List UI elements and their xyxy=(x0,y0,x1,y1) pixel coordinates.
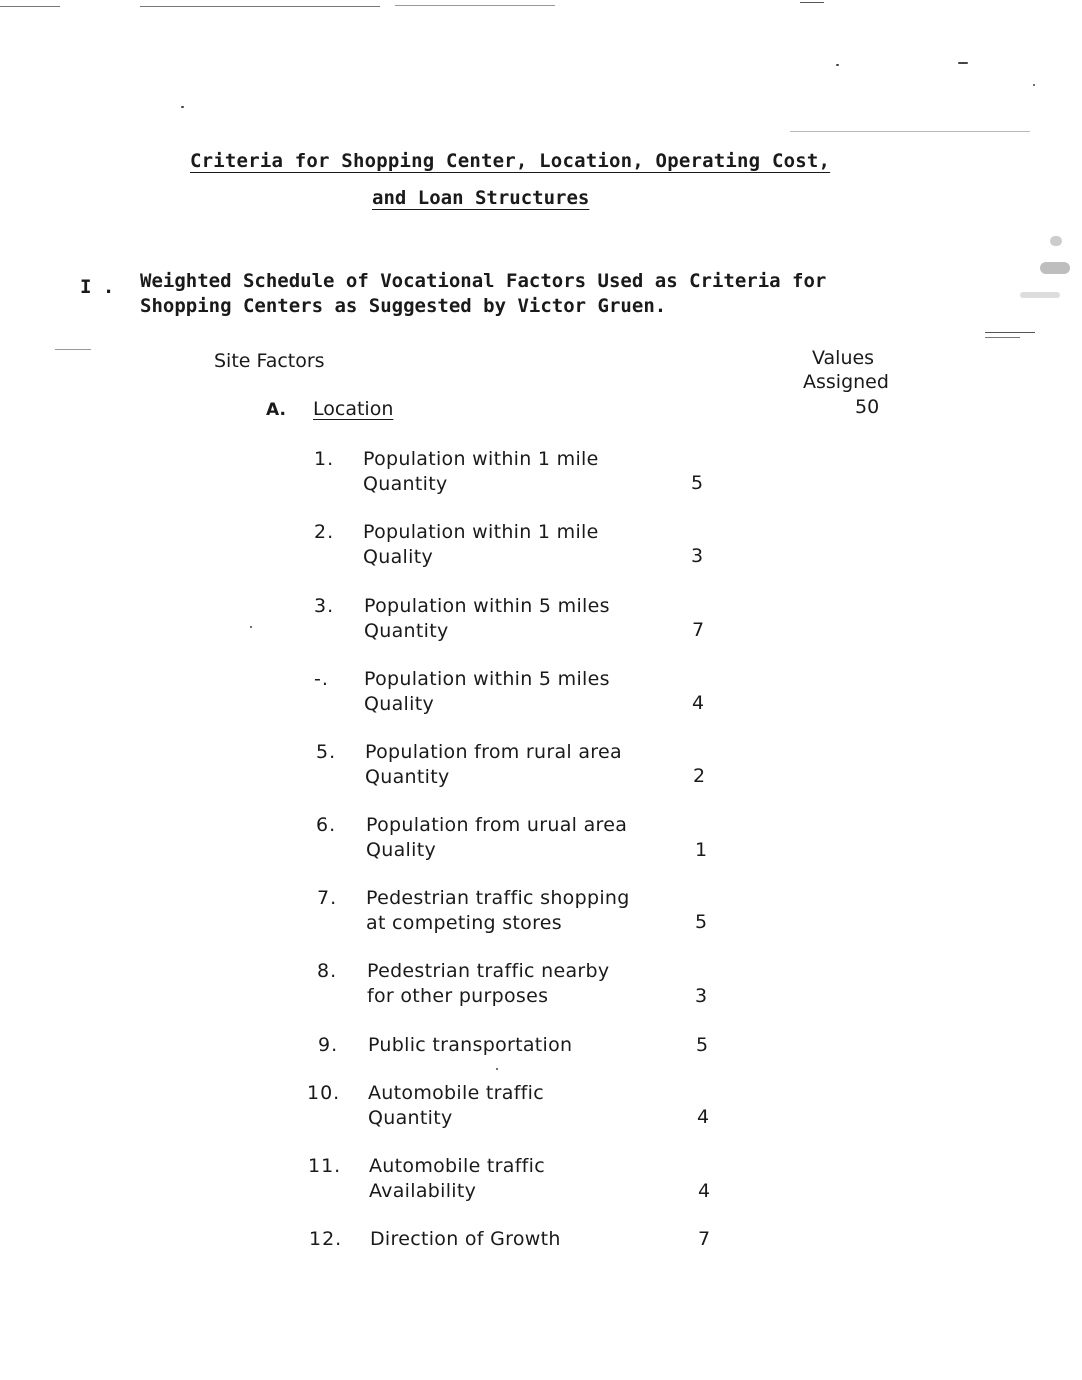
item-label-line1: Automobile traffic xyxy=(369,1155,546,1177)
item-value: 4 xyxy=(697,1106,710,1128)
item-label-line2: at competing stores xyxy=(366,912,562,934)
category-label: Location xyxy=(313,398,394,420)
item-number: 6. xyxy=(316,814,337,836)
section-heading-line1: Weighted Schedule of Vocational Factors Used as Criteria for xyxy=(140,270,827,292)
list-item xyxy=(0,1228,1082,1288)
item-label-line2: Availability xyxy=(369,1180,477,1202)
item-label-line2: Quantity xyxy=(365,766,450,788)
list-item xyxy=(0,814,1082,874)
item-label-line2: Quality xyxy=(364,693,434,715)
item-label-line1: Automobile traffic xyxy=(368,1082,545,1104)
item-label-line1: Population within 1 mile xyxy=(363,448,599,470)
list-item xyxy=(0,1155,1082,1215)
category-letter: A. xyxy=(266,400,286,420)
list-item xyxy=(0,448,1082,508)
item-label-line1: Population within 1 mile xyxy=(363,521,599,543)
item-label-line2: Quantity xyxy=(368,1107,453,1129)
item-number: 10. xyxy=(307,1082,341,1104)
item-label-line2: Quantity xyxy=(364,620,449,642)
list-item xyxy=(0,741,1082,801)
list-item xyxy=(0,960,1082,1020)
item-label-line1: Population within 5 miles xyxy=(364,668,610,690)
item-number: 2. xyxy=(314,521,335,543)
item-value: 5 xyxy=(696,1034,709,1056)
item-number: 9. xyxy=(318,1034,339,1056)
list-item xyxy=(0,887,1082,947)
item-label-line2: Quality xyxy=(366,839,436,861)
list-item xyxy=(0,1082,1082,1142)
document-title-line1: Criteria for Shopping Center, Location, Operating Cost, xyxy=(190,150,831,172)
item-number: -. xyxy=(314,668,329,690)
item-number: 1. xyxy=(314,448,335,470)
section-heading-line2: Shopping Centers as Suggested by Victor Gruen. xyxy=(140,295,667,317)
item-value: 5 xyxy=(691,472,704,494)
item-label-line2: Quality xyxy=(363,546,433,568)
item-label-line2: for other purposes xyxy=(367,985,549,1007)
item-value: 4 xyxy=(692,692,705,714)
values-header-line1: Values xyxy=(812,347,875,369)
section-number: I . xyxy=(80,276,115,298)
item-value: 5 xyxy=(695,911,708,933)
list-item xyxy=(0,521,1082,581)
list-item xyxy=(0,595,1082,655)
item-value: 2 xyxy=(693,765,706,787)
item-value: 1 xyxy=(695,839,708,861)
item-number: 7. xyxy=(317,887,338,909)
item-label-line1: Pedestrian traffic shopping xyxy=(366,887,630,909)
item-label-line1: Direction of Growth xyxy=(370,1228,561,1250)
item-value: 4 xyxy=(698,1180,711,1202)
values-header-line2: Assigned xyxy=(803,371,889,393)
item-value: 7 xyxy=(698,1228,711,1250)
item-label-line1: Public transportation xyxy=(368,1034,573,1056)
item-label-line1: Pedestrian traffic nearby xyxy=(367,960,610,982)
category-total-value: 50 xyxy=(855,396,880,418)
item-value: 3 xyxy=(691,545,704,567)
list-item xyxy=(0,668,1082,728)
item-label-line1: Population from rural area xyxy=(365,741,622,763)
item-number: 3. xyxy=(314,595,335,617)
item-value: 3 xyxy=(695,985,708,1007)
item-number: 12. xyxy=(309,1228,343,1250)
item-number: 8. xyxy=(317,960,338,982)
item-label-line2: Quantity xyxy=(363,473,448,495)
item-number: 5. xyxy=(316,741,337,763)
site-factors-header: Site Factors xyxy=(214,350,325,372)
item-label-line1: Population from urual area xyxy=(366,814,628,836)
item-number: 11. xyxy=(308,1155,342,1177)
item-label-line1: Population within 5 miles xyxy=(364,595,610,617)
item-value: 7 xyxy=(692,619,705,641)
document-title-line2: and Loan Structures xyxy=(372,187,590,209)
